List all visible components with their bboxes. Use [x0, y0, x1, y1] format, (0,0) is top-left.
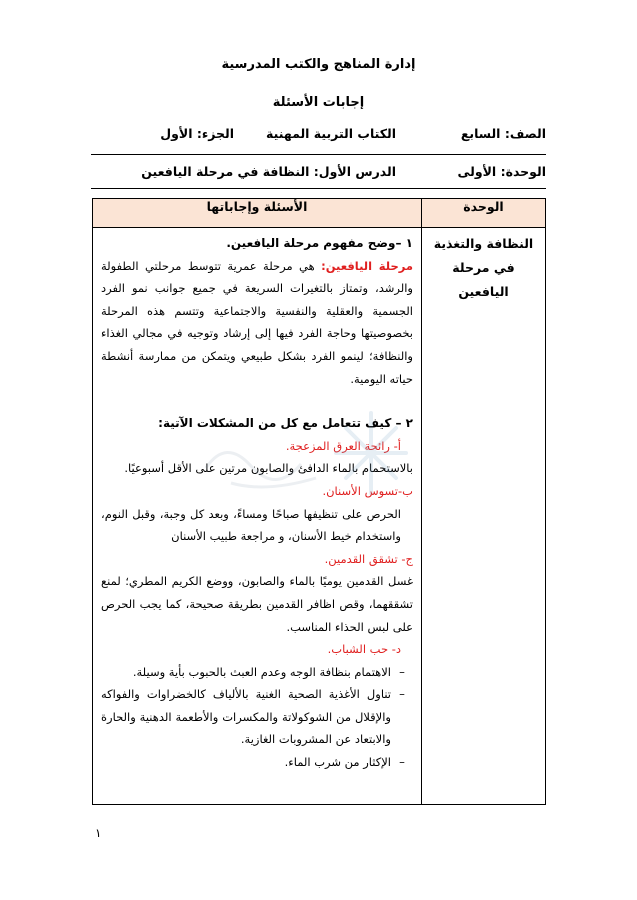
page-title: إجابات الأسئلة	[272, 95, 365, 110]
bullet-dash-icon: –	[399, 664, 405, 679]
question-1: ١ –وضح مفهوم مرحلة اليافعين.	[226, 236, 413, 250]
lesson-label: الدرس الأول: النظافة في مرحلة اليافعين	[141, 164, 396, 179]
problem-d-title: د- حب الشباب.	[327, 642, 401, 657]
table-row	[93, 228, 546, 805]
list-item	[101, 683, 413, 751]
list-item-text: تناول الأغذية الصحية الغنية بالألياف كالخضراوات والفواكه والإقلال من الشوكولاتة والمكسرات والأطعمة الدهنية والحارة والابتعاد عن المشروبات الغازية.	[101, 687, 391, 747]
problem-c-title: ج- تشقق القدمين.	[324, 551, 413, 566]
unit-column-header: الوحدة	[422, 199, 546, 228]
problem-c-answer: غسل القدمين يوميًا بالماء والصابون، ووضع الكريم المطري؛ لمنع تشققهما، وقص اظافر القدمين بطريقة صحيحة، كما يجب الحرص على لبس الحذاء المناسب.	[101, 574, 413, 634]
unit-label: الوحدة: الأولى	[457, 164, 546, 179]
book-label: الكتاب التربية المهنية	[266, 126, 396, 141]
qa-table	[92, 198, 546, 805]
header-divider-bottom	[91, 188, 546, 189]
problem-a-answer: بالاستحمام بالماء الدافئ والصابون مرتين على الأقل أسبوعيًا.	[124, 461, 413, 476]
bullet-dash-icon: –	[399, 687, 405, 702]
unit-name-cell: النظافة والتغذية في مرحلة اليافعين	[422, 228, 546, 805]
problem-b-title: ب-تسوس الأسنان.	[322, 483, 413, 498]
list-item	[101, 661, 413, 684]
qa-column-header: الأسئلة وإجاباتها	[93, 199, 422, 228]
grade-label: الصف: السابع	[460, 126, 546, 141]
header-divider-top	[91, 154, 546, 155]
list-item-text: الإكثار من شرب الماء.	[284, 755, 391, 770]
answer-1	[101, 255, 413, 391]
table-header-row	[93, 199, 546, 228]
qa-content-cell	[93, 228, 422, 805]
problem-a-title: أ- رائحة العرق المزعجة.	[285, 438, 401, 453]
problem-b-answer: الحرص على تنظيفها صباحًا ومساءً، وبعد كل وجبة، وقبل النوم، واستخدام خيط الأسنان، و مراجعة طبيب الأسنان	[101, 506, 401, 544]
list-item-text: الاهتمام بنظافة الوجه وعدم العبث بالحبوب بأية وسيلة.	[132, 664, 391, 679]
page-number: ١	[95, 826, 102, 840]
bullet-dash-icon: –	[399, 755, 405, 770]
part-label: الجزء: الأول	[160, 126, 234, 141]
org-title: إدارة المناهج والكتب المدرسية	[221, 57, 416, 72]
question-2: ٢ – كيف تتعامل مع كل من المشكلات الآتية:	[158, 416, 413, 431]
answer-1-term: مرحلة اليافعين:	[321, 258, 414, 273]
list-item	[101, 751, 413, 774]
answer-1-text: هي مرحلة عمرية تتوسط مرحلتي الطفولة والرشد، وتمتاز بالتغيرات السريعة في جميع جوانب نمو الفرد الجسمية والعقلية والنفسية والاجتماعية وتتسم هذه المرحلة بخصوصيتها وحاجة الفرد فيها إلى إرشاد وتوجيه في مجالي الغذاء والنظافة؛ لينمو الفرد بشكل طبيعي ويتمكن من ممارسة أنشطة حياته اليومية.	[101, 258, 413, 386]
spacer	[101, 390, 413, 412]
